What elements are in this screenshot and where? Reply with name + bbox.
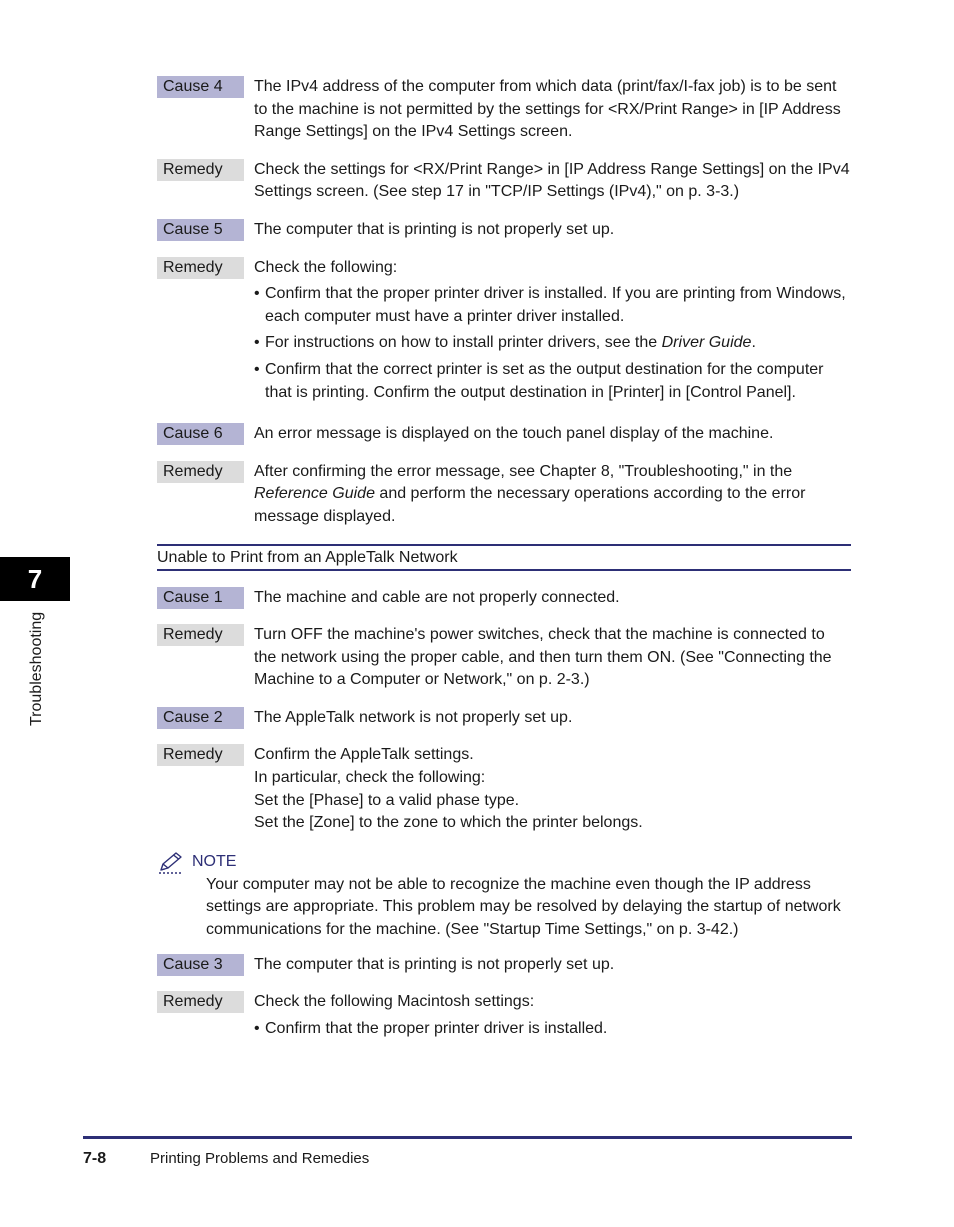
chapter-side-label: Troubleshooting <box>28 611 45 726</box>
remedy-label: Remedy <box>157 744 244 766</box>
list-item-text: For instructions on how to install printer drivers, see the <box>265 334 662 352</box>
page-number: 7-8 <box>83 1150 107 1167</box>
note-box <box>157 850 851 942</box>
cause-text: The computer that is printing is not properly set up. <box>254 220 615 238</box>
remedy-row <box>157 461 851 529</box>
remedy-row <box>157 991 851 1044</box>
note-header <box>157 850 851 874</box>
remedy-body <box>254 744 851 834</box>
footer-title: Printing Problems and Remedies <box>150 1150 370 1167</box>
chapter-tab: 7 <box>0 557 70 601</box>
bullet-list <box>254 283 851 404</box>
driver-guide-reference: Driver Guide <box>661 334 752 352</box>
cause-label: Cause 2 <box>157 707 244 729</box>
remedy-label: Remedy <box>157 257 244 279</box>
remedy-text-part: and perform the necessary operations according to the error message displayed. <box>254 485 806 525</box>
remedy-label: Remedy <box>157 461 244 483</box>
list-item-text: . <box>751 334 756 352</box>
note-text: Your computer may not be able to recognize the machine even though the IP address settings are appropriate. This problem may be resolved by delaying the startup of network communications for the machine. (See "Startup Time Settings," on p. 3-42.) <box>206 875 841 939</box>
cause-text: The machine and cable are not properly connected. <box>254 588 620 606</box>
cause-label: Cause 4 <box>157 76 244 98</box>
remedy-intro: Check the following: <box>254 258 398 276</box>
remedy-line: Set the [Phase] to a valid phase type. <box>254 791 520 809</box>
cause-text: The IPv4 address of the computer from which data (print/fax/I-fax job) is to be sent to the machine is not permitted by the settings for <RX/Print Range> in [IP Address Range Settings] on the IPv4 Settings screen. <box>254 78 841 141</box>
list-item <box>254 332 851 355</box>
cause-row <box>157 76 851 144</box>
page-content <box>157 76 851 1059</box>
remedy-line: In particular, check the following: <box>254 769 486 787</box>
remedy-line: Confirm the AppleTalk settings. <box>254 746 474 764</box>
cause-text: The computer that is printing is not properly set up. <box>254 955 615 973</box>
cause-row <box>157 423 851 446</box>
cause-row <box>157 954 851 977</box>
remedy-label: Remedy <box>157 159 244 181</box>
remedy-line: Set the [Zone] to the zone to which the printer belongs. <box>254 814 643 832</box>
remedy-text: Turn OFF the machine's power switches, check that the machine is connected to the network using the proper cable, and then turn them ON. (See "Connecting the Machine to a Computer or Network," on p. 2-3.) <box>254 626 832 689</box>
remedy-row <box>157 159 851 204</box>
list-item: • Confirm that the correct printer is set as the output destination for the computer that is printing. Confirm the output destination in [Printer] in [Control Panel]. <box>254 359 851 404</box>
remedy-text-part: After confirming the error message, see Chapter 8, "Troubleshooting," in the <box>254 462 793 480</box>
remedy-text <box>254 461 851 529</box>
list-item: • Confirm that the proper printer driver is installed. <box>254 1018 851 1041</box>
remedy-text: Check the settings for <RX/Print Range> in [IP Address Range Settings] on the IPv4 Settings screen. (See step 17 in "TCP/IP Settings (IPv4)," on p. 3-3.) <box>254 160 850 201</box>
cause-text: An error message is displayed on the touch panel display of the machine. <box>254 425 774 443</box>
remedy-body <box>254 257 851 409</box>
reference-guide-reference: Reference Guide <box>254 485 375 503</box>
cause-text: The AppleTalk network is not properly set up. <box>254 708 573 726</box>
remedy-row <box>157 257 851 409</box>
remedy-row <box>157 744 851 834</box>
footer-divider <box>83 1136 852 1139</box>
pencil-icon <box>157 850 185 874</box>
remedy-intro: Check the following Macintosh settings: <box>254 993 535 1011</box>
remedy-row <box>157 624 851 692</box>
cause-label: Cause 3 <box>157 954 244 976</box>
cause-row <box>157 587 851 610</box>
cause-label: Cause 5 <box>157 219 244 241</box>
bullet-list <box>254 1018 851 1041</box>
cause-row <box>157 707 851 730</box>
remedy-body <box>254 991 851 1044</box>
remedy-label: Remedy <box>157 991 244 1013</box>
cause-row <box>157 219 851 242</box>
section-heading: Unable to Print from an AppleTalk Network <box>157 544 851 571</box>
cause-label: Cause 6 <box>157 423 244 445</box>
remedy-label: Remedy <box>157 624 244 646</box>
cause-label: Cause 1 <box>157 587 244 609</box>
list-item: • Confirm that the proper printer driver is installed. If you are printing from Windows, each computer must have a printer driver installed. <box>254 283 851 328</box>
note-title: NOTE <box>192 852 237 870</box>
